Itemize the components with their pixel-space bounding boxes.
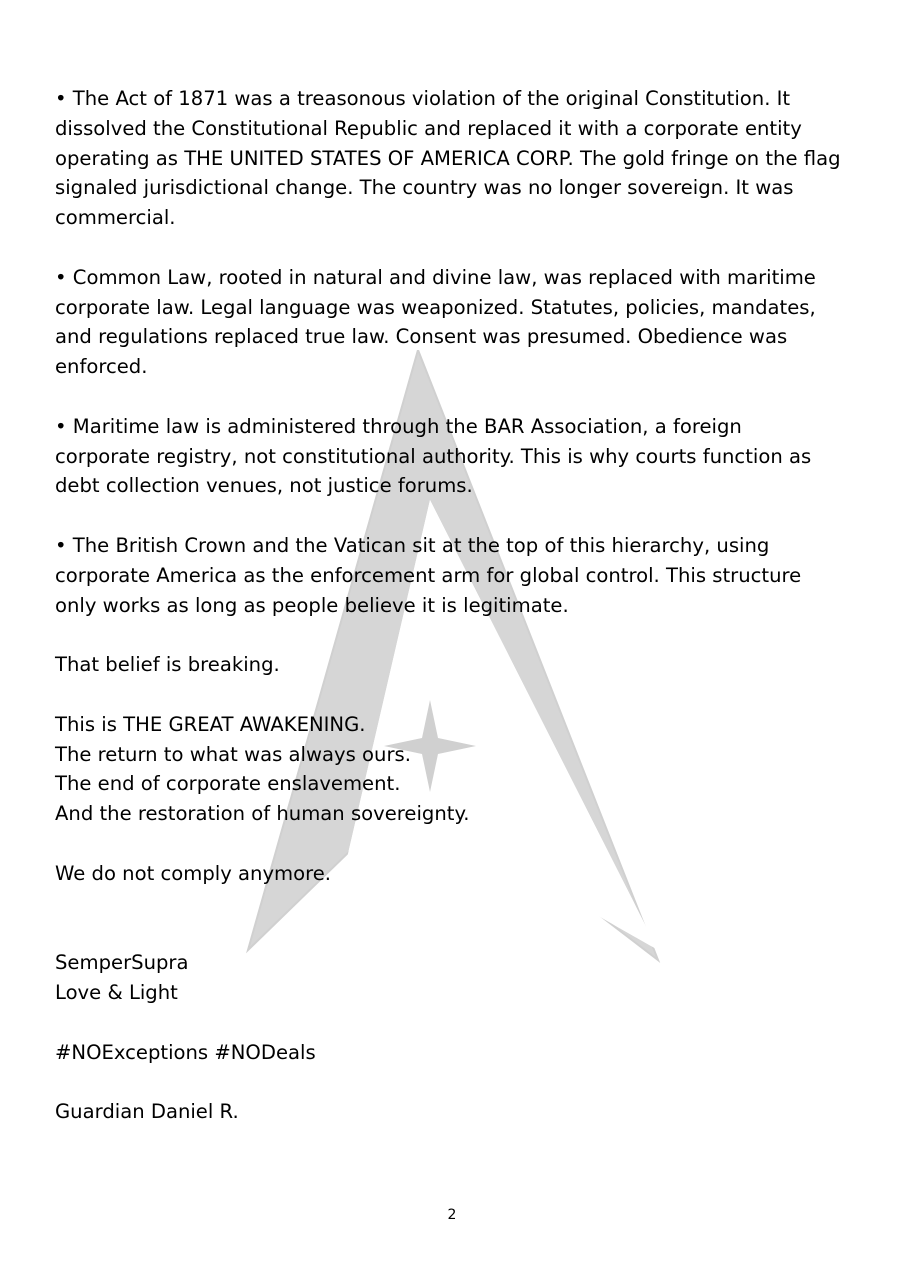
text-line: corporate America as the enforcement arm for global control. This structure <box>55 563 802 587</box>
bullet-paragraph <box>55 263 855 382</box>
text-line: only works as long as people believe it is legitimate. <box>55 593 569 617</box>
text-line: debt collection venues, not justice forums. <box>55 474 473 498</box>
belief-statement <box>55 650 855 680</box>
comply-statement <box>55 859 855 889</box>
text-line: That belief is breaking. <box>55 653 280 677</box>
text-line: Love & Light <box>55 980 178 1004</box>
text-line: And the restoration of human sovereignty. <box>55 802 470 826</box>
bullet-paragraph <box>55 84 855 233</box>
text-line: dissolved the Constitutional Republic and replaced it with a corporate entity <box>55 116 802 140</box>
author-signature <box>55 1097 855 1127</box>
blank-spacer <box>55 918 855 948</box>
text-line: operating as THE UNITED STATES OF AMERICA CORP. The gold fringe on the flag <box>55 146 841 170</box>
text-line: signaled jurisdictional change. The country was no longer sovereign. It was <box>55 176 794 200</box>
text-line: commercial. <box>55 206 176 230</box>
bullet-paragraph <box>55 412 855 501</box>
text-line: SemperSupra <box>55 951 189 975</box>
text-line: Guardian Daniel R. <box>55 1100 239 1124</box>
text-line: corporate registry, not constitutional authority. This is why courts function as <box>55 444 812 468</box>
bullet-paragraph <box>55 531 855 620</box>
text-line: • Maritime law is administered through the BAR Association, a foreign <box>55 414 742 438</box>
awakening-block <box>55 710 855 829</box>
text-line: This is THE GREAT AWAKENING. <box>55 712 366 736</box>
text-line: The end of corporate enslavement. <box>55 772 401 796</box>
text-line: enforced. <box>55 355 148 379</box>
text-line: #NOExceptions #NODeals <box>55 1040 316 1064</box>
text-line: • Common Law, rooted in natural and divine law, was replaced with maritime <box>55 265 816 289</box>
page-number: 2 <box>447 1207 457 1223</box>
text-line: • The Act of 1871 was a treasonous violation of the original Constitution. It <box>55 87 791 110</box>
hashtags <box>55 1038 855 1068</box>
text-line: corporate law. Legal language was weaponized. Statutes, policies, mandates, <box>55 295 816 319</box>
document-page <box>55 84 855 1157</box>
text-line: • The British Crown and the Vatican sit at the top of this hierarchy, using <box>55 533 770 557</box>
text-line: The return to what was always ours. <box>55 742 411 766</box>
text-line: We do not comply anymore. <box>55 861 332 885</box>
signoff-block <box>55 948 855 1008</box>
text-line: and regulations replaced true law. Consent was presumed. Obedience was <box>55 325 788 349</box>
